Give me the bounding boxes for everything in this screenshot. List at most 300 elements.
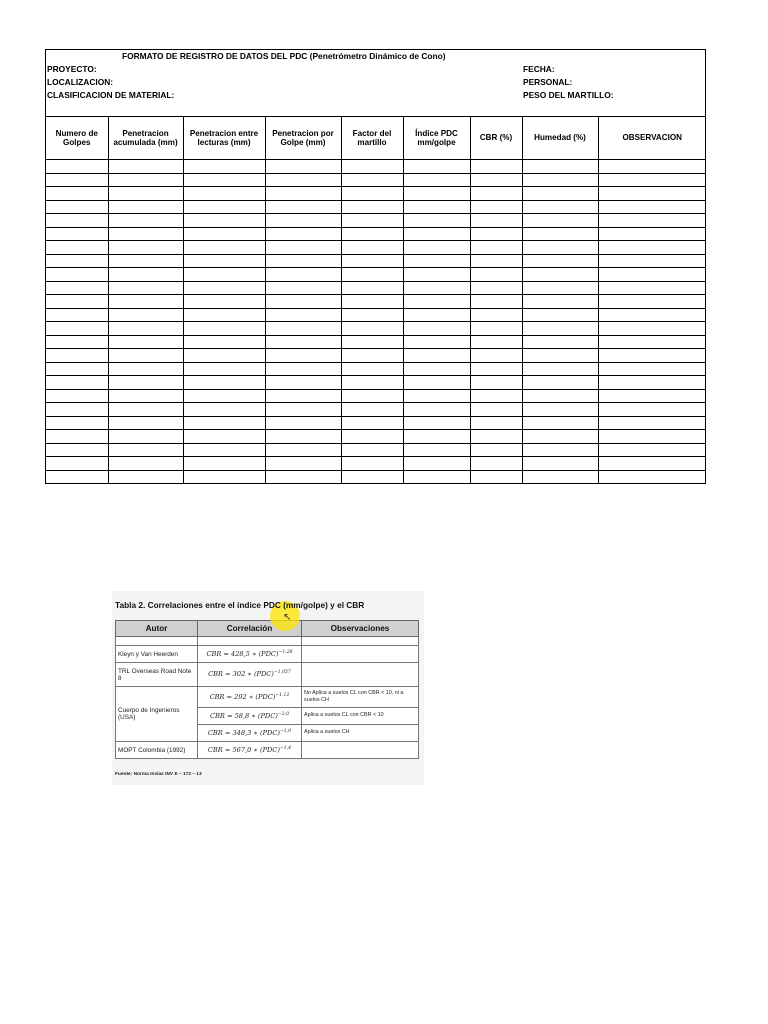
table-cell[interactable] <box>470 160 522 174</box>
table-cell[interactable] <box>341 200 403 214</box>
table-row <box>46 376 706 390</box>
table-cell[interactable] <box>341 254 403 268</box>
exponent: −1,4 <box>279 745 292 751</box>
table-cell[interactable] <box>183 295 265 309</box>
table-cell[interactable] <box>470 470 522 483</box>
table-cell[interactable] <box>183 173 265 187</box>
proyecto-label: PROYECTO: <box>47 64 97 74</box>
table-cell[interactable] <box>265 200 341 214</box>
table-cell[interactable] <box>183 416 265 430</box>
table-cell[interactable] <box>598 173 706 187</box>
table-cell[interactable] <box>598 200 706 214</box>
table-cell[interactable] <box>522 214 598 228</box>
table-cell[interactable] <box>470 335 522 349</box>
table-cell[interactable] <box>183 214 265 228</box>
table-cell[interactable] <box>522 173 598 187</box>
table-cell[interactable] <box>183 470 265 483</box>
table-cell[interactable] <box>183 443 265 457</box>
spacer-cell <box>302 637 419 646</box>
table-cell[interactable] <box>598 254 706 268</box>
table-cell[interactable] <box>598 322 706 336</box>
observacion-cell <box>302 663 419 687</box>
table-cell[interactable] <box>470 443 522 457</box>
table-cell[interactable] <box>183 362 265 376</box>
table-cell[interactable] <box>598 295 706 309</box>
table-cell[interactable] <box>403 308 470 322</box>
table-cell[interactable] <box>265 457 341 471</box>
table-cell[interactable] <box>46 187 108 201</box>
table-row <box>46 173 706 187</box>
table-cell[interactable] <box>522 254 598 268</box>
table-cell[interactable] <box>341 281 403 295</box>
table-cell[interactable] <box>341 457 403 471</box>
table-cell[interactable] <box>183 187 265 201</box>
table-cell[interactable] <box>522 160 598 174</box>
table-cell[interactable] <box>470 241 522 255</box>
table-cell[interactable] <box>46 160 108 174</box>
col-autor: Autor <box>116 621 198 637</box>
table-cell[interactable] <box>341 376 403 390</box>
column-header-row <box>46 117 706 160</box>
table-cell[interactable] <box>183 241 265 255</box>
table-cell[interactable] <box>265 349 341 363</box>
table-cell[interactable] <box>522 376 598 390</box>
table-cell[interactable] <box>46 254 108 268</box>
table-cell[interactable] <box>598 457 706 471</box>
table-cell[interactable] <box>341 443 403 457</box>
table-cell[interactable] <box>183 403 265 417</box>
table-cell[interactable] <box>470 268 522 282</box>
table-cell[interactable] <box>265 389 341 403</box>
table-row <box>46 322 706 336</box>
table-row <box>46 430 706 444</box>
table-cell[interactable] <box>341 295 403 309</box>
table-cell[interactable] <box>108 335 183 349</box>
table-cell[interactable] <box>403 295 470 309</box>
col-penetracion-por-golpe: Penetracion por Golpe (mm) <box>265 117 341 160</box>
table-cell[interactable] <box>265 322 341 336</box>
localizacion-label: LOCALIZACION: <box>47 77 114 87</box>
table-cell[interactable] <box>403 457 470 471</box>
table-cell[interactable] <box>183 335 265 349</box>
table-cell[interactable] <box>108 268 183 282</box>
observacion-cell <box>302 646 419 663</box>
table-row <box>46 443 706 457</box>
table-cell[interactable] <box>108 160 183 174</box>
mouse-pointer-icon: ↖ <box>283 612 292 623</box>
table-cell[interactable] <box>522 187 598 201</box>
table-cell[interactable] <box>470 227 522 241</box>
table-cell[interactable] <box>470 187 522 201</box>
table-cell[interactable] <box>108 457 183 471</box>
col-observaciones: Observaciones <box>302 621 419 637</box>
table-cell[interactable] <box>341 416 403 430</box>
table-cell[interactable] <box>598 470 706 483</box>
table-cell[interactable] <box>341 268 403 282</box>
table-cell[interactable] <box>522 349 598 363</box>
equation-cell <box>198 708 302 725</box>
spacer-cell <box>198 637 302 646</box>
col-correlacion: Correlación <box>198 621 302 637</box>
table-cell[interactable] <box>470 254 522 268</box>
table-cell[interactable] <box>183 457 265 471</box>
table-cell[interactable] <box>46 241 108 255</box>
table-cell[interactable] <box>108 403 183 417</box>
table-cell[interactable] <box>46 389 108 403</box>
table-cell[interactable] <box>108 322 183 336</box>
table-cell[interactable] <box>522 416 598 430</box>
figure-title: Tabla 2. Correlaciones entre el índice PDC (mm/golpe) y el CBR <box>115 600 365 610</box>
table-row <box>46 268 706 282</box>
equation: CBR = 348,3 ∗ (PDC) <box>207 729 280 738</box>
table-cell[interactable] <box>108 470 183 483</box>
observacion-cell: Aplica a suelos CL con CBR < 10 <box>302 708 419 725</box>
table-cell[interactable] <box>403 227 470 241</box>
table-cell[interactable] <box>598 281 706 295</box>
table-cell[interactable] <box>522 470 598 483</box>
table-cell[interactable] <box>341 430 403 444</box>
table-cell[interactable] <box>522 241 598 255</box>
col-observacion: OBSERVACION <box>598 117 706 160</box>
equation: CBR = 292 ∗ (PDC) <box>209 693 276 702</box>
col-cbr: CBR (%) <box>470 117 522 160</box>
table-cell[interactable] <box>403 403 470 417</box>
table-cell[interactable] <box>108 214 183 228</box>
table-cell[interactable] <box>470 295 522 309</box>
table-cell[interactable] <box>108 430 183 444</box>
table-cell[interactable] <box>403 268 470 282</box>
table-cell[interactable] <box>403 281 470 295</box>
table-cell[interactable] <box>265 430 341 444</box>
table-cell[interactable] <box>108 200 183 214</box>
equation: CBR = 428,5 ∗ (PDC) <box>206 650 279 659</box>
table-cell[interactable] <box>183 376 265 390</box>
exponent: −2,0 <box>277 711 289 717</box>
table-cell[interactable] <box>108 241 183 255</box>
table-cell[interactable] <box>341 322 403 336</box>
col-humedad: Humedad (%) <box>522 117 598 160</box>
correlation-header-row <box>116 621 419 637</box>
table-row <box>46 362 706 376</box>
table-cell[interactable] <box>522 308 598 322</box>
equation-cell <box>198 663 302 687</box>
table-cell[interactable] <box>522 430 598 444</box>
personal-label: PERSONAL: <box>523 77 573 87</box>
table-cell[interactable] <box>470 200 522 214</box>
table-cell[interactable] <box>183 430 265 444</box>
equation-cell <box>198 725 302 742</box>
correlation-row <box>116 742 419 759</box>
table-cell[interactable] <box>183 227 265 241</box>
table-cell[interactable] <box>341 470 403 483</box>
table-cell[interactable] <box>522 457 598 471</box>
table-cell[interactable] <box>598 416 706 430</box>
table-cell[interactable] <box>183 308 265 322</box>
table-row <box>46 214 706 228</box>
table-cell[interactable] <box>265 376 341 390</box>
table-cell[interactable] <box>108 227 183 241</box>
correlation-figure <box>112 591 424 785</box>
table-cell[interactable] <box>183 389 265 403</box>
table-cell[interactable] <box>46 173 108 187</box>
table-cell[interactable] <box>108 281 183 295</box>
table-cell[interactable] <box>470 430 522 444</box>
form-header <box>46 50 705 117</box>
table-cell[interactable] <box>265 214 341 228</box>
table-cell[interactable] <box>470 376 522 390</box>
table-cell[interactable] <box>341 241 403 255</box>
table-cell[interactable] <box>265 416 341 430</box>
table-cell[interactable] <box>403 254 470 268</box>
table-cell[interactable] <box>522 443 598 457</box>
table-cell[interactable] <box>265 362 341 376</box>
table-cell[interactable] <box>403 173 470 187</box>
table-cell[interactable] <box>46 470 108 483</box>
spacer-row <box>116 637 419 646</box>
table-cell[interactable] <box>46 403 108 417</box>
table-cell[interactable] <box>183 322 265 336</box>
table-cell[interactable] <box>522 227 598 241</box>
table-cell[interactable] <box>46 281 108 295</box>
correlation-row <box>116 663 419 687</box>
table-cell[interactable] <box>265 281 341 295</box>
table-cell[interactable] <box>183 200 265 214</box>
equation: CBR = 302 ∗ (PDC) <box>208 670 274 679</box>
observacion-cell <box>302 742 419 759</box>
table-cell[interactable] <box>403 362 470 376</box>
table-cell[interactable] <box>265 335 341 349</box>
table-cell[interactable] <box>470 403 522 417</box>
table-cell[interactable] <box>183 349 265 363</box>
table-cell[interactable] <box>403 349 470 363</box>
table-cell[interactable] <box>108 376 183 390</box>
table-cell[interactable] <box>341 389 403 403</box>
table-row <box>46 403 706 417</box>
table-cell[interactable] <box>341 160 403 174</box>
table-cell[interactable] <box>265 443 341 457</box>
table-cell[interactable] <box>265 173 341 187</box>
table-row <box>46 308 706 322</box>
table-cell[interactable] <box>598 308 706 322</box>
table-cell[interactable] <box>108 254 183 268</box>
table-cell[interactable] <box>108 295 183 309</box>
table-cell[interactable] <box>522 322 598 336</box>
table-cell[interactable] <box>598 335 706 349</box>
table-cell[interactable] <box>403 389 470 403</box>
col-penetracion-entre-lecturas: Penetracion entre lecturas (mm) <box>183 117 265 160</box>
table-cell[interactable] <box>265 403 341 417</box>
table-cell[interactable] <box>46 200 108 214</box>
table-cell[interactable] <box>46 335 108 349</box>
table-cell[interactable] <box>522 362 598 376</box>
table-row <box>46 254 706 268</box>
table-cell[interactable] <box>183 254 265 268</box>
table-cell[interactable] <box>46 214 108 228</box>
equation: CBR = 567,0 ∗ (PDC) <box>207 746 280 755</box>
table-row <box>46 241 706 255</box>
table-cell[interactable] <box>341 335 403 349</box>
equation: CBR = 58,8 ∗ (PDC) <box>210 712 278 721</box>
table-cell[interactable] <box>522 295 598 309</box>
table-row <box>46 160 706 174</box>
table-cell[interactable] <box>403 376 470 390</box>
col-factor-martillo: Factor del martillo <box>341 117 403 160</box>
correlation-row <box>116 646 419 663</box>
table-cell[interactable] <box>598 430 706 444</box>
table-cell[interactable] <box>46 443 108 457</box>
table-cell[interactable] <box>265 268 341 282</box>
table-cell[interactable] <box>183 268 265 282</box>
table-cell[interactable] <box>46 457 108 471</box>
table-cell[interactable] <box>265 227 341 241</box>
table-cell[interactable] <box>598 227 706 241</box>
table-cell[interactable] <box>341 403 403 417</box>
table-cell[interactable] <box>470 281 522 295</box>
equation-cell <box>198 742 302 759</box>
table-cell[interactable] <box>403 443 470 457</box>
form-title: FORMATO DE REGISTRO DE DATOS DEL PDC (Penetrómetro Dinámico de Cono) <box>122 51 446 61</box>
table-cell[interactable] <box>598 268 706 282</box>
table-cell[interactable] <box>403 335 470 349</box>
table-row <box>46 187 706 201</box>
table-cell[interactable] <box>598 214 706 228</box>
exponent: −1,0 <box>279 728 292 734</box>
table-cell[interactable] <box>522 389 598 403</box>
table-cell[interactable] <box>183 160 265 174</box>
table-cell[interactable] <box>598 241 706 255</box>
table-cell[interactable] <box>341 227 403 241</box>
table-cell[interactable] <box>470 214 522 228</box>
equation-cell <box>198 646 302 663</box>
table-cell[interactable] <box>265 308 341 322</box>
equation-cell <box>198 687 302 708</box>
table-cell[interactable] <box>46 362 108 376</box>
col-indice-pdc: Índice PDC mm/golpe <box>403 117 470 160</box>
table-cell[interactable] <box>403 416 470 430</box>
table-cell[interactable] <box>598 187 706 201</box>
table-cell[interactable] <box>403 200 470 214</box>
table-cell[interactable] <box>46 308 108 322</box>
table-cell[interactable] <box>470 457 522 471</box>
table-cell[interactable] <box>403 241 470 255</box>
table-cell[interactable] <box>522 335 598 349</box>
table-row <box>46 200 706 214</box>
table-cell[interactable] <box>598 160 706 174</box>
peso-martillo-label: PESO DEL MARTILLO: <box>523 90 614 100</box>
table-cell[interactable] <box>470 173 522 187</box>
table-cell[interactable] <box>341 187 403 201</box>
table-cell[interactable] <box>108 362 183 376</box>
table-cell[interactable] <box>598 376 706 390</box>
table-cell[interactable] <box>265 187 341 201</box>
table-cell[interactable] <box>341 173 403 187</box>
autor-cell: Cuerpo de Ingenieros (USA) <box>116 687 198 742</box>
table-cell[interactable] <box>598 349 706 363</box>
table-cell[interactable] <box>46 322 108 336</box>
table-cell[interactable] <box>108 187 183 201</box>
table-cell[interactable] <box>108 389 183 403</box>
table-cell[interactable] <box>108 349 183 363</box>
table-cell[interactable] <box>598 362 706 376</box>
autor-cell: Kleyn y Van Heerden <box>116 646 198 663</box>
table-cell[interactable] <box>470 389 522 403</box>
fecha-label: FECHA: <box>523 64 555 74</box>
col-penetracion-acumulada: Penetracion acumulada (mm) <box>108 117 183 160</box>
table-row <box>46 227 706 241</box>
table-cell[interactable] <box>522 268 598 282</box>
table-cell[interactable] <box>598 443 706 457</box>
table-cell[interactable] <box>46 416 108 430</box>
data-table <box>46 117 706 483</box>
table-cell[interactable] <box>341 349 403 363</box>
table-cell[interactable] <box>108 308 183 322</box>
table-cell[interactable] <box>403 214 470 228</box>
table-row <box>46 457 706 471</box>
table-cell[interactable] <box>403 322 470 336</box>
table-cell[interactable] <box>403 470 470 483</box>
table-cell[interactable] <box>46 376 108 390</box>
table-cell[interactable] <box>46 430 108 444</box>
clasificacion-label: CLASIFICACION DE MATERIAL: <box>47 90 175 100</box>
table-cell[interactable] <box>265 160 341 174</box>
table-cell[interactable] <box>46 268 108 282</box>
table-cell[interactable] <box>183 281 265 295</box>
table-cell[interactable] <box>265 241 341 255</box>
table-row <box>46 389 706 403</box>
table-cell[interactable] <box>470 308 522 322</box>
table-cell[interactable] <box>403 430 470 444</box>
figure-source: Fuente: Norma Invías INV E – 172 – 13 <box>115 772 202 777</box>
table-cell[interactable] <box>598 403 706 417</box>
table-cell[interactable] <box>108 416 183 430</box>
table-cell[interactable] <box>470 322 522 336</box>
autor-cell: MOPT Colombia (1992) <box>116 742 198 759</box>
table-cell[interactable] <box>265 470 341 483</box>
table-row <box>46 295 706 309</box>
table-cell[interactable] <box>522 403 598 417</box>
table-cell[interactable] <box>522 200 598 214</box>
exponent: −1,28 <box>278 649 293 655</box>
table-cell[interactable] <box>341 214 403 228</box>
table-cell[interactable] <box>470 416 522 430</box>
correlation-table <box>115 620 419 759</box>
table-cell[interactable] <box>108 173 183 187</box>
table-cell[interactable] <box>403 160 470 174</box>
table-cell[interactable] <box>108 443 183 457</box>
table-cell[interactable] <box>265 254 341 268</box>
table-cell[interactable] <box>265 295 341 309</box>
table-cell[interactable] <box>522 281 598 295</box>
table-cell[interactable] <box>341 308 403 322</box>
table-cell[interactable] <box>598 389 706 403</box>
pdc-data-form <box>45 49 706 484</box>
exponent: −1,057 <box>273 670 291 676</box>
col-numero-golpes: Numero de Golpes <box>46 117 108 160</box>
table-row <box>46 349 706 363</box>
observacion-cell: No Aplica a suelos CL con CBR < 10, ni a suelos CH <box>302 687 419 708</box>
observacion-cell: Aplica a suelos CH <box>302 725 419 742</box>
autor-cell: TRL Overseas Road Note 8 <box>116 663 198 687</box>
table-cell[interactable] <box>46 295 108 309</box>
table-cell[interactable] <box>46 227 108 241</box>
table-cell[interactable] <box>470 362 522 376</box>
table-cell[interactable] <box>403 187 470 201</box>
table-cell[interactable] <box>341 362 403 376</box>
table-cell[interactable] <box>470 349 522 363</box>
exponent: −1,12 <box>275 692 290 698</box>
table-cell[interactable] <box>46 349 108 363</box>
table-row <box>46 335 706 349</box>
